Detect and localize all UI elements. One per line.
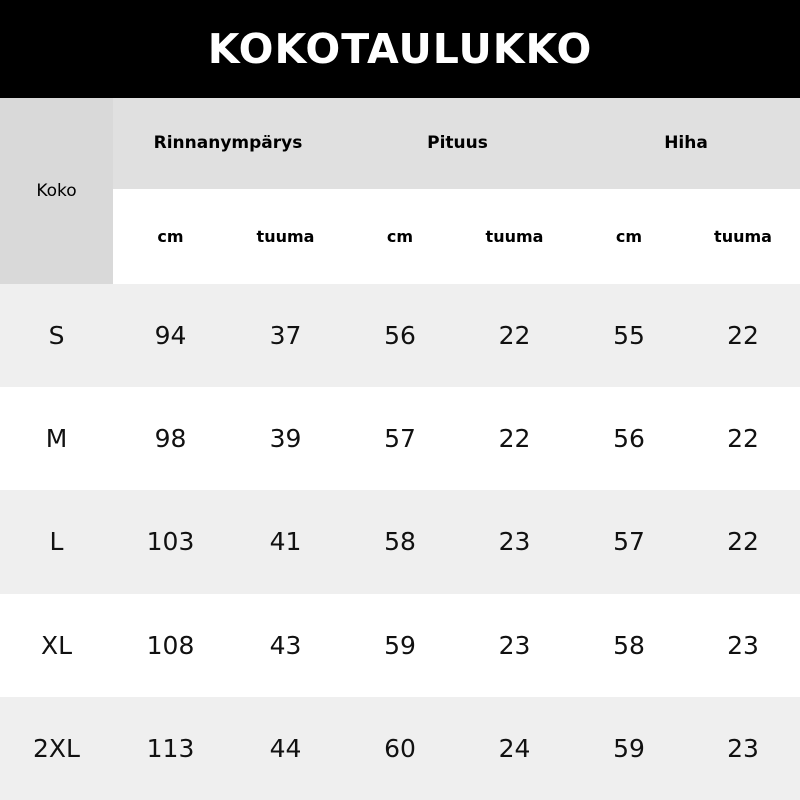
cell-chest-inch: 44 (228, 697, 343, 800)
cell-chest-cm: 108 (113, 594, 228, 697)
cell-length-cm: 57 (343, 387, 457, 490)
cell-chest-inch: 43 (228, 594, 343, 697)
table-header-units-row (0, 189, 800, 284)
cell-sleeve-cm: 56 (572, 387, 686, 490)
table-row (0, 284, 800, 387)
header-group-length: Pituus (343, 98, 572, 189)
cell-sleeve-inch: 23 (686, 594, 800, 697)
row-size-label: M (0, 387, 113, 490)
page-title: KOKOTAULUKKO (207, 25, 593, 73)
size-chart-table (0, 98, 800, 800)
header-group-sleeve: Hiha (572, 98, 800, 189)
header-unit-sleeve-cm: cm (572, 189, 686, 284)
title-bar (0, 0, 800, 98)
cell-length-inch: 22 (457, 387, 572, 490)
cell-chest-inch: 37 (228, 284, 343, 387)
header-cell-koko: Koko (0, 98, 113, 284)
cell-length-cm: 60 (343, 697, 457, 800)
header-unit-length-inch: tuuma (457, 189, 572, 284)
cell-sleeve-inch: 22 (686, 490, 800, 593)
cell-sleeve-cm: 59 (572, 697, 686, 800)
header-unit-chest-inch: tuuma (228, 189, 343, 284)
cell-length-cm: 58 (343, 490, 457, 593)
header-unit-chest-cm: cm (113, 189, 228, 284)
cell-chest-inch: 41 (228, 490, 343, 593)
row-size-label: L (0, 490, 113, 593)
cell-sleeve-inch: 22 (686, 387, 800, 490)
cell-length-cm: 59 (343, 594, 457, 697)
cell-length-inch: 23 (457, 594, 572, 697)
cell-length-cm: 56 (343, 284, 457, 387)
header-unit-sleeve-inch: tuuma (686, 189, 800, 284)
cell-sleeve-inch: 22 (686, 284, 800, 387)
cell-length-inch: 22 (457, 284, 572, 387)
cell-sleeve-cm: 57 (572, 490, 686, 593)
cell-length-inch: 24 (457, 697, 572, 800)
row-size-label: 2XL (0, 697, 113, 800)
table-row (0, 387, 800, 490)
cell-sleeve-cm: 58 (572, 594, 686, 697)
cell-chest-cm: 98 (113, 387, 228, 490)
table-row (0, 490, 800, 593)
cell-chest-cm: 94 (113, 284, 228, 387)
header-unit-length-cm: cm (343, 189, 457, 284)
table-row (0, 594, 800, 697)
cell-sleeve-cm: 55 (572, 284, 686, 387)
header-group-chest: Rinnanympärys (113, 98, 343, 189)
row-size-label: XL (0, 594, 113, 697)
table-row (0, 697, 800, 800)
cell-chest-cm: 113 (113, 697, 228, 800)
row-size-label: S (0, 284, 113, 387)
table-header-group-row (0, 98, 800, 189)
cell-chest-cm: 103 (113, 490, 228, 593)
cell-chest-inch: 39 (228, 387, 343, 490)
cell-sleeve-inch: 23 (686, 697, 800, 800)
cell-length-inch: 23 (457, 490, 572, 593)
